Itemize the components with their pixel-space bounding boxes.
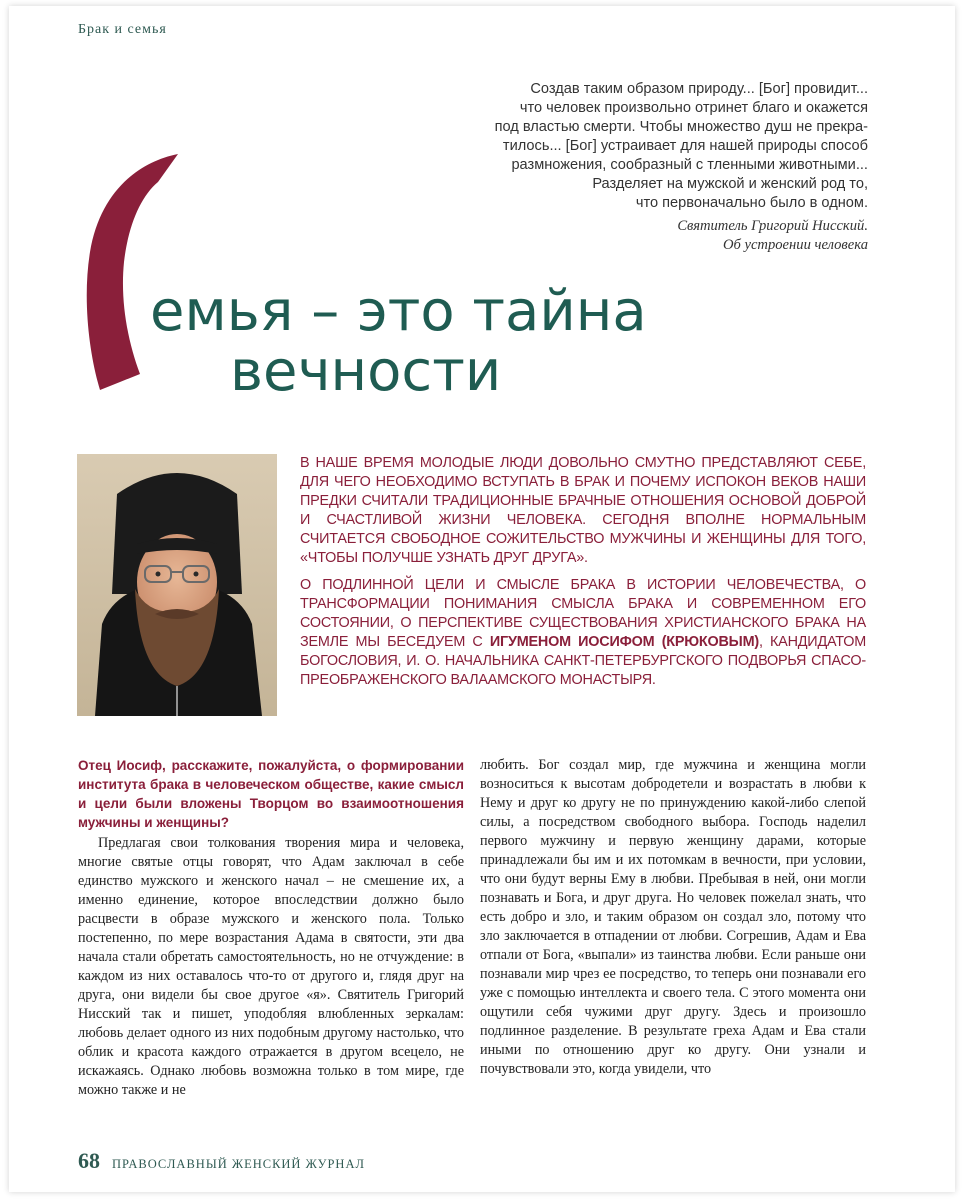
section-label: Брак и семья (78, 22, 167, 37)
epigraph-line: что человек произвольно отринет благо и окажется (519, 100, 868, 116)
epigraph-line: размножения, сообразный с тленными животными... (511, 157, 868, 173)
epigraph-line: тилось... [Бог] устраивает для нашей природы способ (502, 138, 868, 154)
article-title-line2: вечности (230, 339, 502, 404)
page-footer (78, 1148, 365, 1174)
lead-paragraph-2 (300, 576, 866, 690)
epigraph-source: Об устроении человека (722, 237, 868, 253)
interviewee-name: ИГУМЕНОМ ИОСИФОМ (КРЮКОВЫМ) (489, 634, 759, 650)
lead-paragraphs (300, 454, 866, 698)
article-title-line1: емья – это тайна (150, 279, 647, 344)
answer-text-right: любить. Бог создал мир, где мужчина и женщина могли возноситься к высотам добродетели и возрастать в любви к Нему и друг ко другу не по принуждению какой-либо слепой силы, а посредством свободного выбора. Господь наделил первого мужчину и первую женщину дарами, которые принадлежали бы им и их потомкам в вечности, при условии, что они будут верны Ему в любви. Пребывая в ней, они могли познавать и Бога, и друг друга. Но человек пожелал знать, что есть добро и зло, и таким образом он создал зло, потому что зло заключается в отпадении от любви. Согрешив, Адам и Ева отпали от Бога, «выпали» из таинства любви. Если раньше они познавали мир чрез ее посредство, то теперь они познавали его уже с помощью интеллекта и своего тела. С этого момента они ощутили себя чужими друг другу. Здесь и произошло подлинное разделение. В результате греха Адам и Ева стали иными по отношению друг ко другу. Они узнали и почувствовали это, когда увидели, что (480, 757, 866, 1077)
answer-text-left: Предлагая свои толкования творения мира и человека, многие святые отцы говорят, что Адам заключал в себе единство мужского и женского начал – не смешение их, а именно единение, которое впоследствии должно было расцвести в образе мужского и женского пола. Только постепенно, по мере возрастания Адама в святости, эти два начала стали обретать самостоятельность, но не отчуждение: в каждом из них оставалось что-то от другого и, глядя друг на друга, они видели бы свое другое «я». Святитель Григорий Нисский так и пишет, уподобляя влюбленных зеркалам: любовь делает одного из них подобным другому настолько, что облик и красота каждого отражается в другом всецело, не искажаясь. Однако любовь возможна только в том мире, где можно также и не (78, 835, 464, 1098)
epigraph-attribution: Святитель Григорий Нисский. (677, 218, 868, 234)
epigraph-line: под властью смерти. Чтобы множество душ не прекра- (494, 119, 868, 135)
article-column-left (78, 756, 464, 1100)
page-number: 68 (78, 1148, 100, 1173)
epigraph-line: что первоначально было в одном. (635, 195, 868, 211)
epigraph-line: Создав таким образом природу... [Бог] провидит... (530, 81, 868, 97)
lead-p2-start: О ПОДЛИННОЙ ЦЕЛИ И СМЫСЛЕ БРАКА В ИСТОРИИ ЧЕЛОВЕЧЕСТВА, О ТРАНСФОРМАЦИИ ПОНИМАНИЯ СМЫСЛА БРАКА И СОВРЕМЕННОМ ЕГО СОСТОЯНИИ, О ПЕРСПЕКТИВЕ СУЩЕСТВОВАНИЯ ХРИСТИАНСКОГО БРАКА НА ЗЕМЛЕ МЫ БЕСЕДУЕМ С (300, 577, 866, 650)
article-column-right (480, 756, 866, 1079)
epigraph (398, 80, 868, 255)
portrait-photo (77, 454, 277, 716)
epigraph-line: Разделяет на мужской и женский род то, (592, 176, 868, 192)
lead-p2-end: , КАНДИДАТОМ БОГОСЛОВИЯ, И. О. НАЧАЛЬНИКА САНКТ-ПЕТЕРБУРГСКОГО ПОДВОРЬЯ СПАСО-ПРЕОБРАЖЕНСКОГО ВАЛААМСКОГО МОНАСТЫРЯ. (300, 634, 866, 688)
interview-question: Отец Иосиф, расскажите, пожалуйста, о формировании института брака в человеческом обществе, какие смысл и цели были вложены Творцом во взаимоотношения мужчины и женщины? (78, 758, 464, 830)
article-title (150, 279, 647, 404)
magazine-name: ПРАВОСЛАВНЫЙ ЖЕНСКИЙ ЖУРНАЛ (112, 1157, 365, 1171)
lead-paragraph-1: В НАШЕ ВРЕМЯ МОЛОДЫЕ ЛЮДИ ДОВОЛЬНО СМУТНО ПРЕДСТАВЛЯЮТ СЕБЕ, ДЛЯ ЧЕГО НЕОБХОДИМО ВСТУПАТЬ В БРАК И ПОЧЕМУ ИСПОКОН ВЕКОВ НАШИ ПРЕДКИ СЧИТАЛИ ТРАДИЦИОННЫЕ БРАЧНЫЕ ОТНОШЕНИЯ ОСНОВОЙ ДОБРОЙ И СЧАСТЛИВОЙ ЖИЗНИ ЧЕЛОВЕКА. СЕГОДНЯ ВПОЛНЕ НОРМАЛЬНЫМ СЧИТАЕТСЯ СВОБОДНОЕ СОЖИТЕЛЬСТВО МУЖЧИНЫ И ЖЕНЩИНЫ ДЛЯ ТОГО, «ЧТОБЫ ПОЛУЧШЕ УЗНАТЬ ДРУГ ДРУГА». (300, 455, 866, 566)
